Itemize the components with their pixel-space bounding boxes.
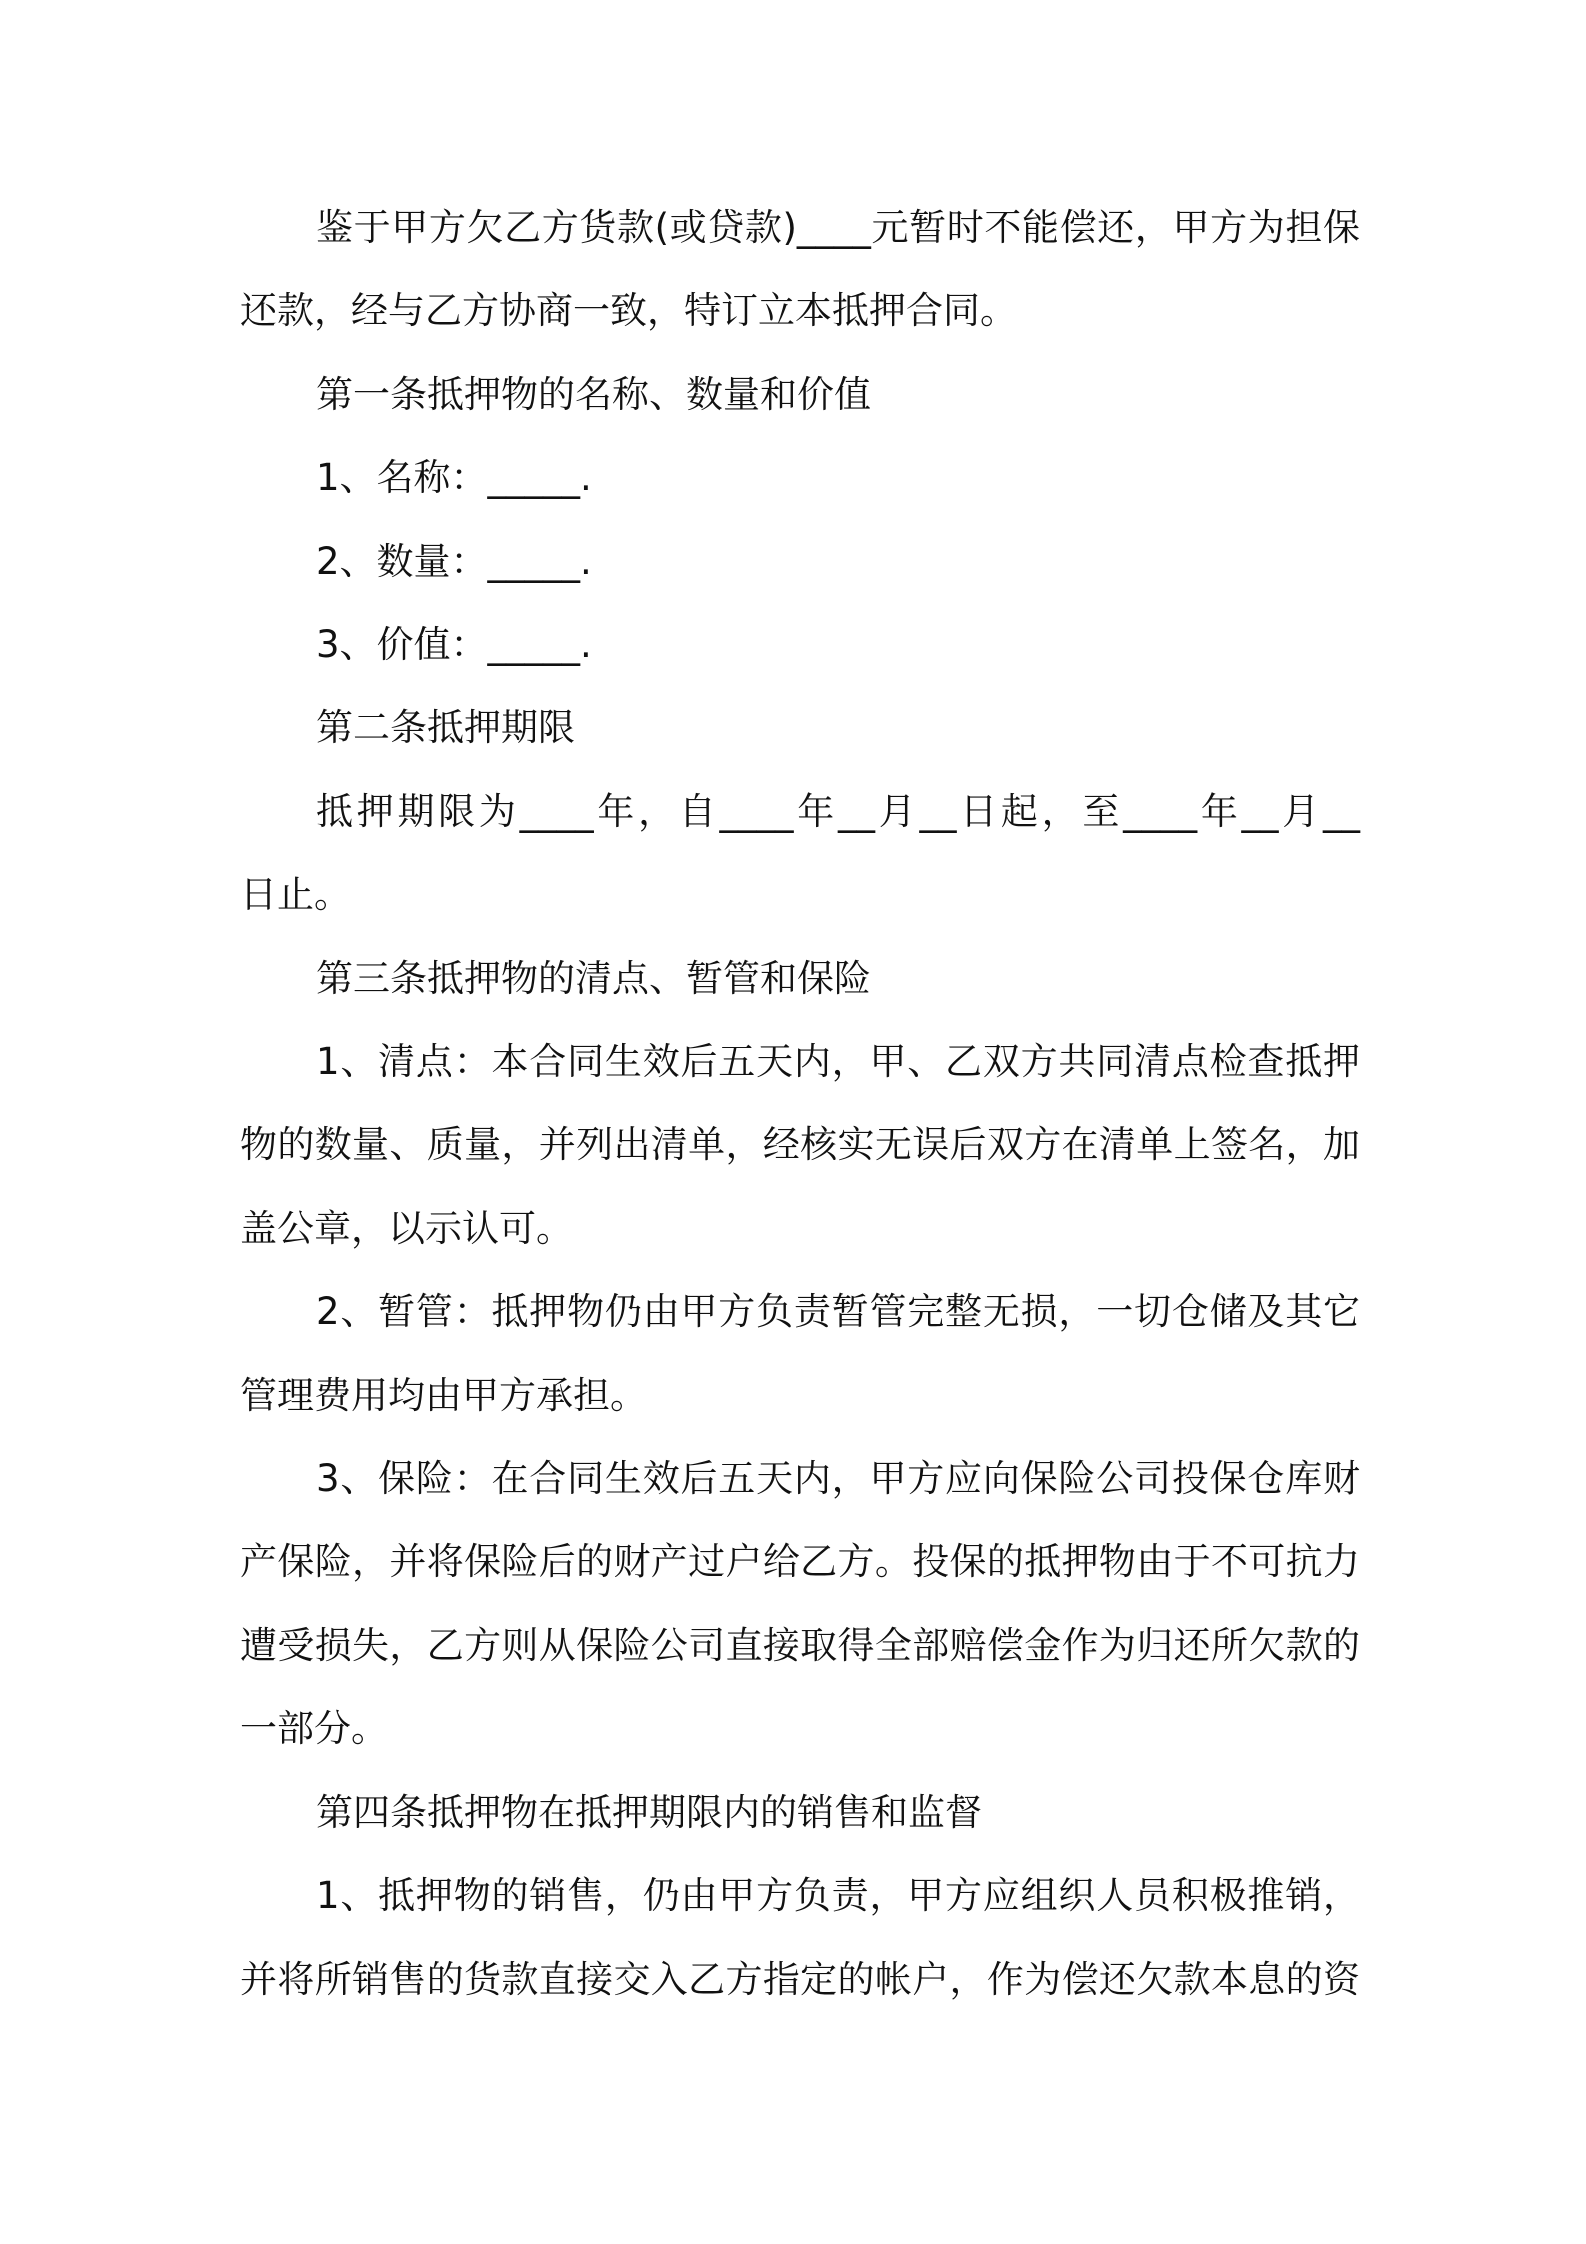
paragraph-line: 还款，经与乙方协商一致，特订立本抵押合同。 xyxy=(240,289,1017,332)
paragraph-line: 1、清点：本合同生效后五天内，甲、乙双方共同清点检查抵押 xyxy=(316,1040,1360,1083)
paragraph-line: 2、暂管：抵押物仍由甲方负责暂管完整无损，一切仓储及其它 xyxy=(316,1290,1360,1333)
field-line-quantity: 2、数量：_____. xyxy=(316,540,592,583)
section-heading: 第三条抵押物的清点、暂管和保险 xyxy=(316,957,871,1000)
section-heading: 第二条抵押期限 xyxy=(316,706,575,749)
paragraph-line: 鉴于甲方欠乙方货款(或贷款)____元暂时不能偿还，甲方为担保 xyxy=(316,206,1360,249)
paragraph-line: 1、抵押物的销售，仍由甲方负责，甲方应组织人员积极推销， xyxy=(316,1874,1360,1917)
section-heading: 第一条抵押物的名称、数量和价值 xyxy=(316,373,871,416)
paragraph-line: 一部分。 xyxy=(240,1707,388,1750)
paragraph-line: 管理费用均由甲方承担。 xyxy=(240,1374,647,1417)
field-line-value: 3、价值：_____. xyxy=(316,623,592,666)
paragraph-line: 日止。 xyxy=(240,873,351,916)
paragraph-line: 物的数量、质量，并列出清单，经核实无误后双方在清单上签名，加 xyxy=(240,1123,1360,1166)
paragraph-line: 盖公章，以示认可。 xyxy=(240,1207,573,1250)
paragraph-line: 抵押期限为____年，自____年__月__日起，至____年__月__ xyxy=(316,790,1360,833)
paragraph-line: 遭受损失，乙方则从保险公司直接取得全部赔偿金作为归还所欠款的 xyxy=(240,1624,1360,1667)
paragraph-line: 3、保险：在合同生效后五天内，甲方应向保险公司投保仓库财 xyxy=(316,1457,1360,1500)
section-heading: 第四条抵押物在抵押期限内的销售和监督 xyxy=(316,1791,982,1834)
paragraph-line: 并将所销售的货款直接交入乙方指定的帐户，作为偿还欠款本息的资 xyxy=(240,1958,1360,2001)
field-line-name: 1、名称：_____. xyxy=(316,456,592,499)
paragraph-line: 产保险，并将保险后的财产过户给乙方。投保的抵押物由于不可抗力 xyxy=(240,1540,1360,1583)
